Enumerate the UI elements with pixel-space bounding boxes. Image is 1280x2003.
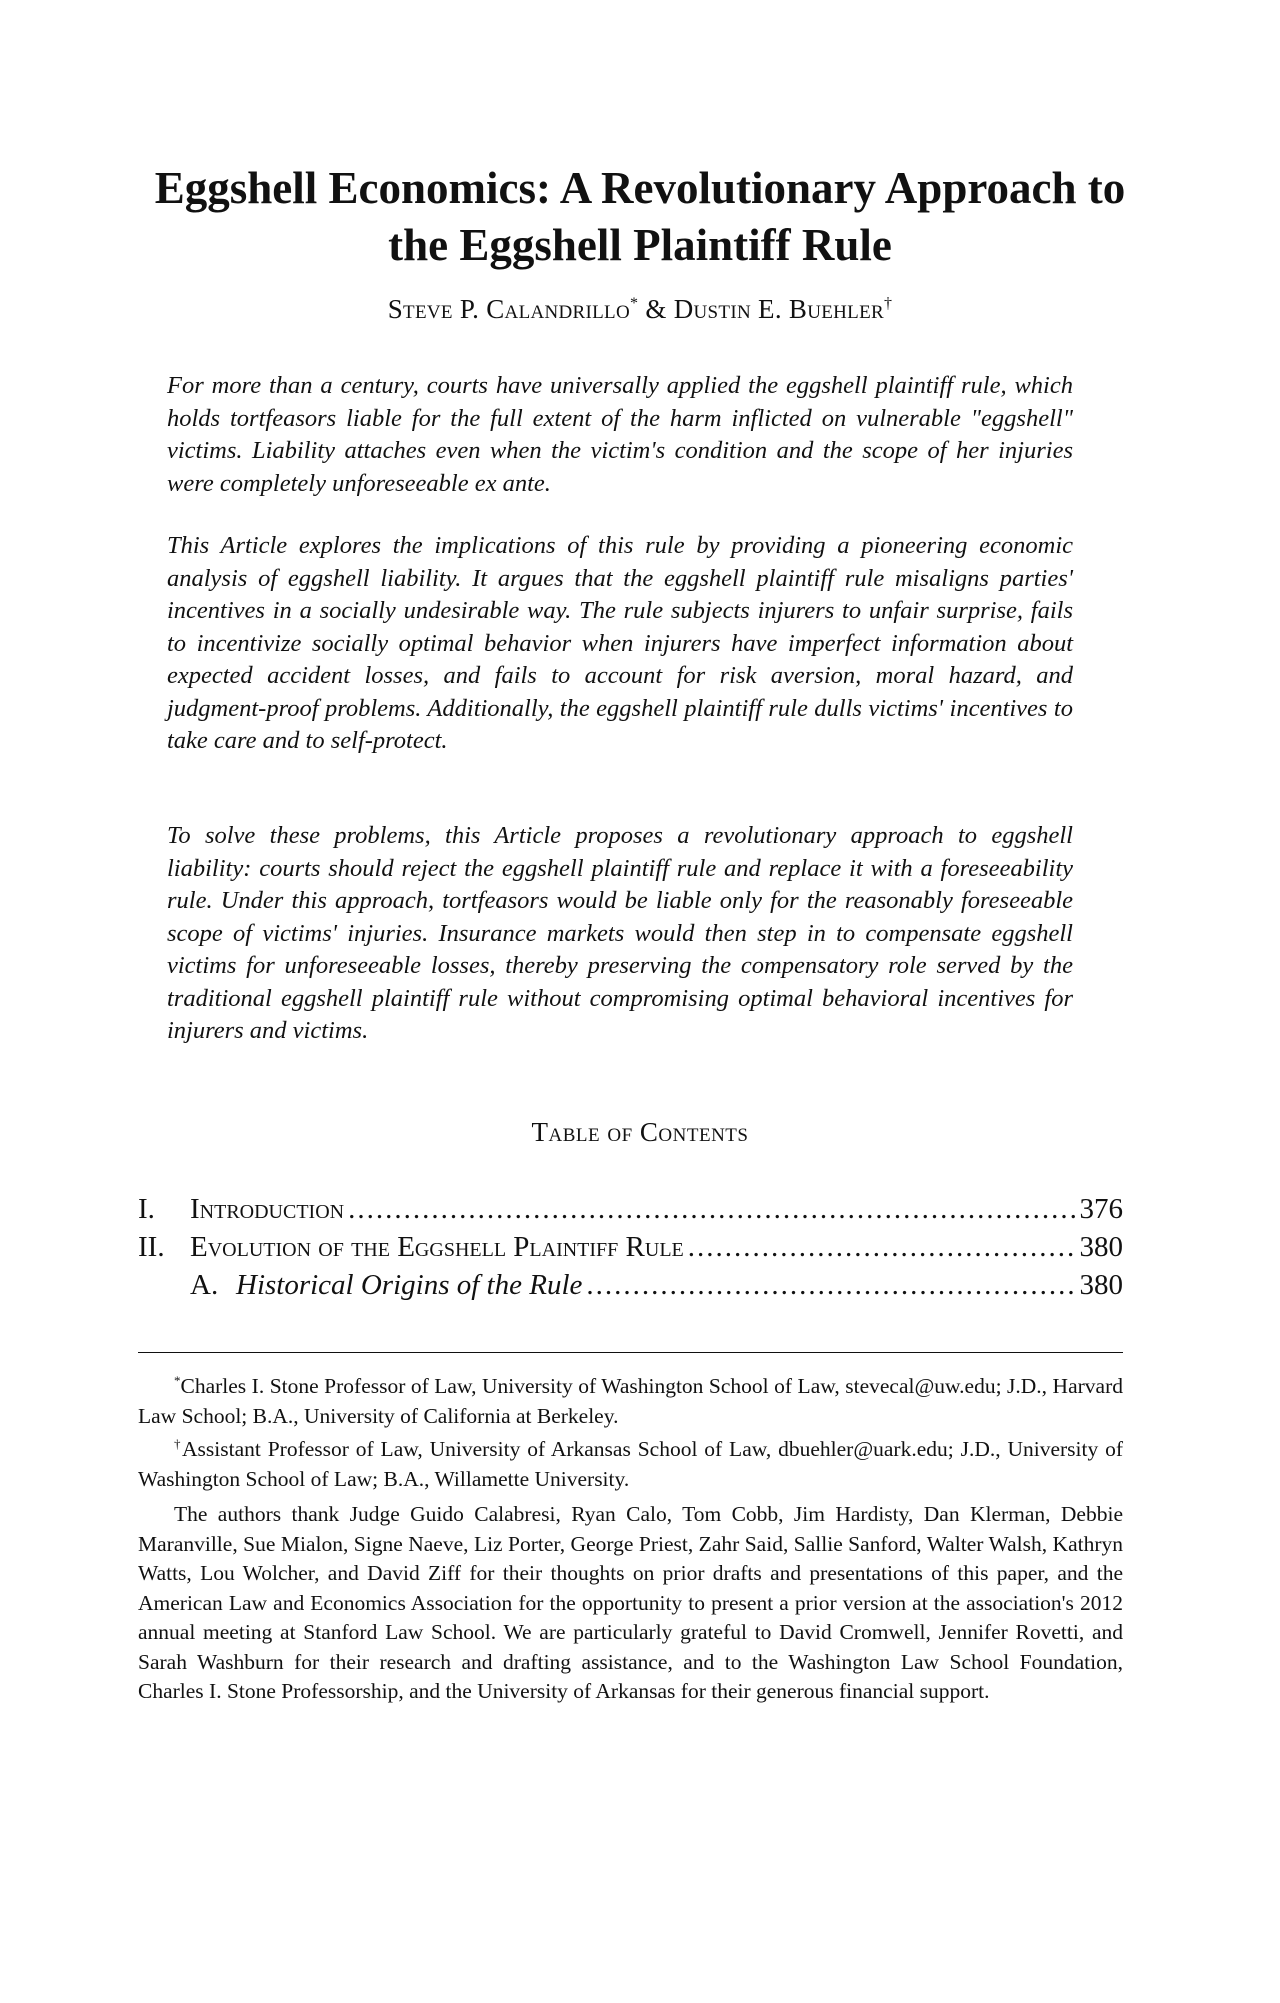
author-byline: [100, 292, 1180, 326]
footnote-2-mark: †: [174, 1435, 182, 1451]
toc-entry-page: 380: [1079, 1231, 1123, 1263]
footnote-1-text: Charles I. Stone Professor of Law, University of Washington School of Law, stevecal@uw.edu; J.D., Harvard Law School; B.A., University of California at Berkeley.: [138, 1374, 1123, 1428]
footnotes: [138, 1372, 1123, 1711]
toc-entry-number: II.: [138, 1231, 165, 1263]
footnote-1-mark: *: [174, 1372, 181, 1388]
title-line-2: the Eggshell Plaintiff Rule: [388, 220, 892, 270]
toc-heading: Table of Contents: [531, 1117, 749, 1147]
table-of-contents: [138, 1190, 1123, 1304]
toc-entry-introduction[interactable]: [138, 1190, 1123, 1228]
toc-entry-label: Evolution of the Eggshell Plaintiff Rule: [190, 1231, 684, 1263]
toc-entry-evolution[interactable]: [138, 1228, 1123, 1266]
author-separator: &: [645, 294, 667, 324]
acknowledgments: The authors thank Judge Guido Calabresi, Ryan Calo, Tom Cobb, Jim Hardisty, Dan Klerman, Debbie Maranville, Sue Mialon, Signe Naeve, Liz Porter, George Priest, Zahr Said, Sallie Sanford, Walter Walsh, Kathryn Watts, Lou Wolcher, and David Ziff for their thoughts on prior drafts and presentations of this paper, and the American Law and Economics Association for the opportunity to present a prior version at the association's 2012 annual meeting at Stanford Law School. We are particularly grateful to David Cromwell, Jennifer Rovetti, and Sarah Washburn for their research and drafting assistance, and to the Washington Law School Foundation, Charles I. Stone Professorship, and the University of Arkansas for their generous financial support.: [138, 1502, 1123, 1703]
toc-entry-number: I.: [138, 1193, 155, 1225]
toc-entry-label: Introduction: [190, 1193, 345, 1225]
toc-dot-leader: [688, 1228, 1076, 1266]
abstract-paragraph-3: To solve these problems, this Article proposes a revolutionary approach to eggshell liability: courts should reject the eggshell plaintiff rule and replace it with a foreseeability rule. Under this approach, tortfeasors would be liable only for the reasonably foreseeable scope of victims' injuries. Insurance markets would then step in to compensate eggshell victims for unforeseeable losses, thereby preserving the compensatory role served by the traditional eggshell plaintiff rule without compromising optimal behavioral incentives for injurers and victims.: [167, 822, 1073, 1044]
footnote-2-text: Assistant Professor of Law, University of Arkansas School of Law, dbuehler@uark.edu; J.D., University of Washington School of Law; B.A., Willamette University.: [138, 1437, 1124, 1491]
article-title: [100, 160, 1180, 274]
title-line-1: Eggshell Economics: A Revolutionary Approach to: [154, 163, 1126, 213]
abstract-paragraph-2: This Article explores the implications of this rule by providing a pioneering economic analysis of eggshell liability. It argues that the eggshell plaintiff rule misaligns parties' incentives in a socially undesirable way. The rule subjects injurers to unfair surprise, fails to incentivize socially optimal behavior when injurers have imperfect information about expected accident losses, and fails to account for risk aversion, moral hazard, and judgment-proof problems. Additionally, the eggshell plaintiff rule dulls victims' incentives to take care and to self-protect.: [167, 532, 1073, 754]
toc-entry-page: 376: [1079, 1193, 1123, 1225]
author-name-2: Dustin E. Buehler: [673, 294, 884, 324]
toc-dot-leader: [348, 1190, 1075, 1228]
author-footnote-mark-1: *: [629, 295, 639, 312]
toc-entry-label: Historical Origins of the Rule: [236, 1269, 583, 1301]
abstract-paragraph-1: For more than a century, courts have universally applied the eggshell plaintiff rule, which holds tortfeasors liable for the full extent of the harm inflicted on vulnerable "eggshell" victims. Liability attaches even when the victim's condition and the scope of her injuries were completely unforeseeable ex ante.: [167, 372, 1073, 497]
toc-entry-page: 380: [1079, 1269, 1123, 1301]
toc-dot-leader: [586, 1266, 1075, 1304]
author-name-1: Steve P. Calandrillo: [387, 294, 630, 324]
footnote-2: [138, 1435, 1123, 1494]
toc-entry-historical-origins[interactable]: [138, 1266, 1123, 1304]
footnote-separator-rule: [138, 1352, 1123, 1353]
toc-entry-number: A.: [190, 1269, 219, 1301]
footnote-1: [138, 1372, 1123, 1431]
author-footnote-mark-2: †: [883, 295, 893, 312]
